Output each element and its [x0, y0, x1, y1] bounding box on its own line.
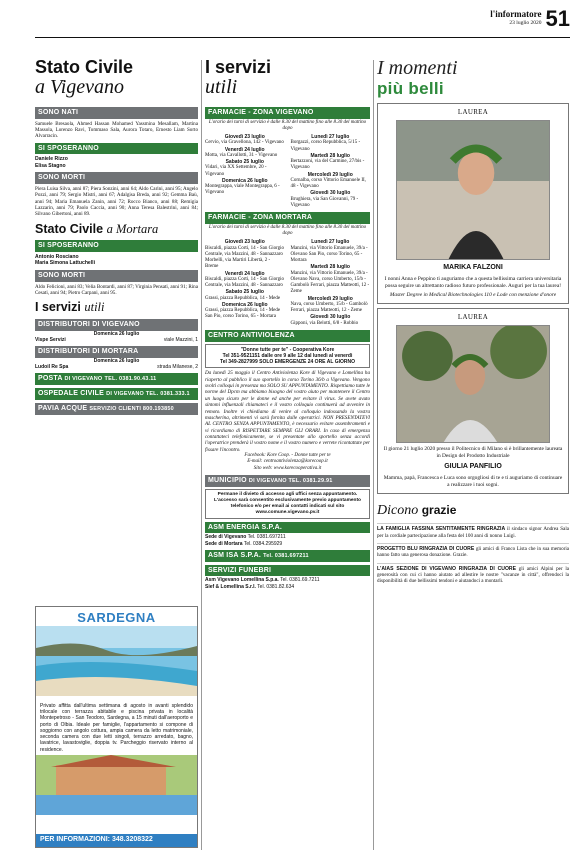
laurea-name: MARIKA FALZONI [443, 264, 503, 272]
asm-mortara-row: Sede di Mortara Tel. 0384.295929 [205, 540, 283, 547]
ad-contact: PER INFORMAZIONI: 348.3208322 [36, 834, 197, 847]
column-stato-civile [35, 58, 198, 415]
farmacie-vigevano-grid [205, 134, 370, 209]
pharmacy-entry: Bertazzoni, via del Carmine, 27/bis - Vigevano [290, 159, 365, 171]
ad-title: SARDEGNA [77, 610, 156, 625]
pharmacy-date: Domenica 26 luglio [221, 301, 268, 308]
nati-text: Samuele Bresaola, Ahmed Hassan Mohamed Yassmina Mesallam, Martina Massola, Lorenzo Ravi, Tommaso Sala, Aurora Totaro, Ernesto Liam Sorto Alvarracin. [35, 120, 198, 140]
portrait-photo [396, 120, 550, 260]
mortara-sposati-text: Antonio Rosciano Maria Simona Lattuchelli [35, 254, 96, 267]
column-momenti [377, 58, 569, 585]
ospedale-bar: OSPEDALE CIVILE DI VIGEVANO TEL. 0381.333.1 [35, 388, 198, 400]
laurea-wishes: Mamma, papà, Francesca e Luca sono orgogliosi di te e ti auguriamo di continuare a realizzare i tuoi sogni. [383, 475, 563, 488]
antiviolenza-text: Da lunedì 25 maggio il Centro Antiviolenza Kore di Vigevano e Lomellina ha riaperto al pubblico il suo sportello in corso Torino 36/b a Vigevano. Vengono svolti colloqui in presenza ma SOLO SU APPUNTAMENTO. Rispettiamo tutte le norme del Dpcm ma abbiamo bisogno del vostro aiuto per mantenere il Centro un luogo sicuro per le donne ed anche per evitare il virus. Se avete avuto sintomi influenzali chiamateci e il vostro colloquio continuerà ad avvenire in remoto. Inoltre vi chiediamo di venire al colloquio indossando la vostra mascherina, altrimenti vi sarà fornita dalle operatrici. NON PRESENTATEVI AL CENTRO SENZA APPUNTAMENTO, è necessario evitare assembramenti e vi ricordiamo di RISPETTARE SEMPRE GLI ORARI. In caso di emergenza contattateci telefonicamente, se vi presentate allo sportello senza accordi l'operatrice prenderà il vostro nome e il vostro numero e verrete ricontattate per fissare l'incontro. [205, 370, 370, 453]
grazie-note-3: L'AIAS SEZIONE DI VIGEVANO RINGRAZIA DI CUORE gli amici Alpini per la generosità con cui ci hanno aiutato ad allestire le nostre "vacanze in città", offrendoci la disponibilità di due bellissimi tendoni e aiutandoci a montarli. [377, 565, 569, 585]
farmacie-vigevano-note: L'orario dei turni di servizio è dalle 8.30 del mattino fino alle 8.30 del mattino dopo [208, 119, 367, 131]
nati-header: SONO NATI [35, 107, 198, 119]
dicono-grazie-title: Dicono grazie [377, 502, 457, 518]
pharmacy-entry: Manzini, via Vittorio Emanuele, 39/a - Olevano San Pio, corso Torino, 65 - Mortara [290, 245, 368, 264]
laurea-card-2 [377, 308, 569, 494]
pharmacy-date: Lunedì 27 luglio [311, 239, 350, 246]
morti-header: SONO MORTI [35, 172, 198, 184]
section-title: Stato Civile [35, 57, 134, 77]
pharmacy-entry: Cornalba, corso Vittorio Emanuele II, 48 - Vigevano [290, 177, 366, 190]
section-subtitle: più belli [377, 79, 444, 98]
sposati-text: Daniele Rizzo Elisa Stagno [35, 156, 68, 169]
grazie-note-1: LA FAMIGLIA FASSINA SENTITAMENTE RINGRAZIA il sindaco signor Andrea Sala per la cordiale partecipazione alla festa del 100 anni di nonno Luigi. [377, 526, 569, 539]
pharmacy-entry: Morbelli, via Martiri Libertà, 2 - Breme [205, 258, 271, 270]
pharmacy-date: Sabato 25 luglio [225, 289, 264, 296]
residence-photo [36, 755, 197, 815]
distributori-vigevano-row: Vispe Servizi viale Mazzini, 1 [35, 336, 198, 343]
asm-isa-bar: ASM ISA S.P.A. Tel. 0381.697211 [205, 550, 370, 562]
laurea-message: Il giorno 21 luglio 2020 presso il Politecnico di Milano si è brillantemente laureata in Design del Prodotto Industriale [383, 445, 563, 459]
antiviolenza-contacts: "Donne tutte per te" - Cooperativa Kore Tel 351-9521151 dalle ore 9 alle 12 dal lunedì al venerdì Tel 349-2827999 SOLO EMERGENZE 24 ORE AL GIORNO [205, 344, 370, 369]
distributori-vigevano-header: DISTRIBUTORI DI VIGEVANO [35, 319, 198, 331]
servizi-funebri-header: SERVIZI FUNEBRI [205, 565, 370, 577]
mortara-sposati-header: SI SPOSERANNO [35, 240, 198, 252]
posta-bar: POSTA DI VIGEVANO TEL. 0381.90.43.11 [35, 373, 198, 385]
laurea-name: GIULIA PANFILIO [444, 463, 502, 471]
pharmacy-entry: Montegrappa, viale Montegrappa, 6 - Vigevano [205, 184, 280, 196]
funebri-row-2: Sief & Lomellina S.r.l. Tel. 0381.82.634 [205, 583, 295, 590]
pharmacy-entry: Vidari, via XX Settembre, 20 - Vigevano [205, 165, 267, 177]
municipio-bar: MUNICIPIO DI VIGEVANO TEL. 0381.29.91 [205, 475, 370, 487]
mortara-morti-text: Aldo Felicioni, anni 83; Velia Bontardi, anni 87; Virginia Pensati, anni 91; Rina Cesati, anni 94; Pietro Carpani, anni 95. [35, 283, 198, 296]
mortara-morti-header: SONO MORTI [35, 270, 198, 282]
laurea-degree: Master Degree in Medical Biotechnologies 110 e Lode con menzione d'onore [389, 292, 557, 299]
farmacie-mortara-header: FARMACIE - ZONA MORTARA [205, 212, 370, 224]
pharmacy-date: Martedì 28 luglio [310, 152, 350, 159]
page-number: 51 [545, 6, 570, 31]
pharmacy-date: Martedì 28 luglio [310, 264, 350, 271]
distributori-mortara-header: DISTRIBUTORI DI MORTARA [35, 346, 198, 358]
distributori-vigevano-date: Domenica 26 luglio [93, 330, 140, 337]
asm-vigevano-row: Sede di Vigevano Tel. 0381.697211 [205, 534, 286, 541]
section-subtitle: a Vigevano [35, 75, 125, 98]
pharmacy-date: Sabato 25 luglio [225, 159, 264, 166]
ad-text: Privato affitta dall'ultima settimana di agosto in avanti splendido trilocale con terrazza abitabile e piscina privata in località Montepetroso - San Teodoro, Sardegna, a 15 minuti dall'aeroporto e porto di Olbia. Ideale per famiglie, l'appartamento si compone di soggiorno con angolo cottura, ampia camera da letto matrimoniale, seconda camera con due letti singoli, terrazzo arredato, bagno, lavatrice, lavastoviglie, doppia tv. Parcheggio riservato interno al residence. [40, 702, 193, 753]
servizi-utili-title: I servizi utili [35, 300, 105, 315]
farmacie-vigevano-header: FARMACIE - ZONA VIGEVANO [205, 107, 370, 119]
laurea-heading: LAUREA [457, 108, 489, 117]
municipio-notice: Permane il divieto di accesso agli uffici senza appuntamento. L'accesso sarà consentito esclusivamente previo appuntamento telefonico e/o per email ai contatti indicati sul sito www.comune.vigevano.pv.it [205, 489, 370, 519]
pharmacy-date: Giovedì 23 luglio [224, 239, 265, 246]
portrait-photo [396, 325, 550, 443]
pharmacy-entry: Nava, corso Umberto, 15/b - Gambolò Ferrari, piazza Matteotti, 12 - Zeme [290, 301, 368, 314]
sposati-header: SI SPOSERANNO [35, 143, 198, 155]
asm-energia-header: ASM ENERGIA S.P.A. [205, 522, 370, 534]
distributori-mortara-date: Domenica 26 luglio [93, 357, 140, 364]
pharmacy-entry: Cervio, via Gravellona, 142 - Vigevano [205, 140, 284, 146]
pharmacy-entry: Grassi, piazza Repubblica, 14 - Mede San Pio, corso Torino, 65 - Mortara [205, 308, 281, 320]
pharmacy-date: Mercoledì 29 luglio [307, 171, 353, 178]
issue-date: 23 luglio 2020 [509, 20, 542, 26]
pharmacy-date: Domenica 26 luglio [221, 177, 268, 184]
pharmacy-date: Giovedì 23 luglio [224, 134, 265, 141]
pharmacy-entry: Biscaldi, piazza Corti, 14 - San Giorgio Centrale, via Mazzini, 48 - Sannazzaro [205, 245, 285, 257]
farmacie-mortara-note: L'orario dei turni di servizio è dalle 8.30 del mattino fino alle 8.30 del mattino dopo [208, 224, 367, 237]
mortara-title: Stato Civile a Mortara [35, 221, 159, 236]
sardegna-ad [35, 606, 198, 848]
pharmacy-entry: Borgazzi, corso Repubblica, 5/15 - Vigevano [290, 140, 361, 152]
pharmacy-entry: Motta, via Cavallotti, 31 - Vigevano [205, 152, 278, 158]
pharmacy-entry: Manzini, via Vittorio Emanuele, 39/a - Olevano Nava, corso Umberto, 15/b - Gambolò Ferrari, piazza Matteotti, 12 - Zeme [290, 270, 370, 295]
column-divider [201, 60, 202, 850]
distributori-mortara-row: Ludoil Re Spa strada Milanese, 2 [35, 364, 198, 371]
morti-text: Piera Luisa Silva, anni 87; Piera Sonzini, anni 64; Aldo Carini, anni 95; Angelo Pozzi, anni 79; Sergio Mistri, anni 67; Adalgisa Breda, anni 92; Gemma Baù, anni 94; Maria Emanuela Zanin, anni 72; Rocco Bianco, anni 88; Remigia Lazzarin, anni 79; Paolo Caccia, anni 90; Anna Teresa Balestrini, anni 84; Silvano Gibertoni, anni 89. [35, 185, 198, 218]
publication-name: l'informatore 23 luglio 2020 [490, 9, 542, 26]
farmacie-mortara-grid [205, 239, 370, 327]
pharmacy-entry: Grassi, piazza Repubblica, 14 - Mede [205, 295, 281, 301]
masthead [490, 6, 570, 31]
pharmacy-entry: Gipponi, via Belotti, 6/8 - Robbio [290, 320, 359, 326]
pharmacy-entry: Biscaldi, piazza Corti, 14 - San Giorgio Centrale, via Mazzini, 48 - Sannazzaro [205, 276, 285, 289]
top-rule [35, 37, 570, 38]
laurea-heading: LAUREA [457, 313, 489, 322]
pharmacy-date: Venerdì 24 luglio [224, 270, 265, 277]
pharmacy-date: Lunedì 27 luglio [311, 134, 350, 141]
pharmacy-date: Venerdì 24 luglio [224, 146, 265, 153]
pharmacy-date: Giovedì 30 luglio [310, 190, 351, 197]
pavia-acque-bar: PAVIA ACQUE SERVIZIO CLIENTI 800.193850 [35, 403, 198, 415]
pharmacy-date: Giovedì 30 luglio [310, 314, 351, 321]
funebri-row-1: Asm Vigevano Lomellina S.p.a. Tel. 0381.69.7211 [205, 577, 320, 584]
pharmacy-date: Mercoledì 29 luglio [307, 295, 353, 302]
section-title: I momenti [377, 57, 458, 79]
column-servizi-utili [205, 58, 370, 590]
antiviolenza-header: CENTRO ANTIVIOLENZA [205, 330, 370, 342]
antiviolenza-social: Facebook: Kore Coop. - Donne tutte per te E-mail: centroantiviolenza@korecoop.it Sito web: www.korecooperativa.it [244, 453, 331, 471]
section-title: I servizi [205, 57, 272, 77]
laurea-message: I nonni Anna e Peppino ti auguriamo che a questa bellissima carriera universitaria possa seguire un altrettanto radioso futuro professionale. Auguri per la tua laurea! [384, 275, 562, 289]
beach-photo [36, 626, 197, 696]
section-subtitle: utili [205, 75, 238, 98]
grazie-note-2: PROGETTO BLU RINGRAZIA DI CUORE gli amici di Franco Lista che in sua memoria hanno fatto una generosa donazione. Grazie. [377, 545, 569, 559]
column-divider [373, 60, 374, 850]
pharmacy-entry: Brughiera, via San Giovanni, 79 - Vigevano [290, 196, 359, 208]
laurea-card-1 [377, 103, 569, 304]
